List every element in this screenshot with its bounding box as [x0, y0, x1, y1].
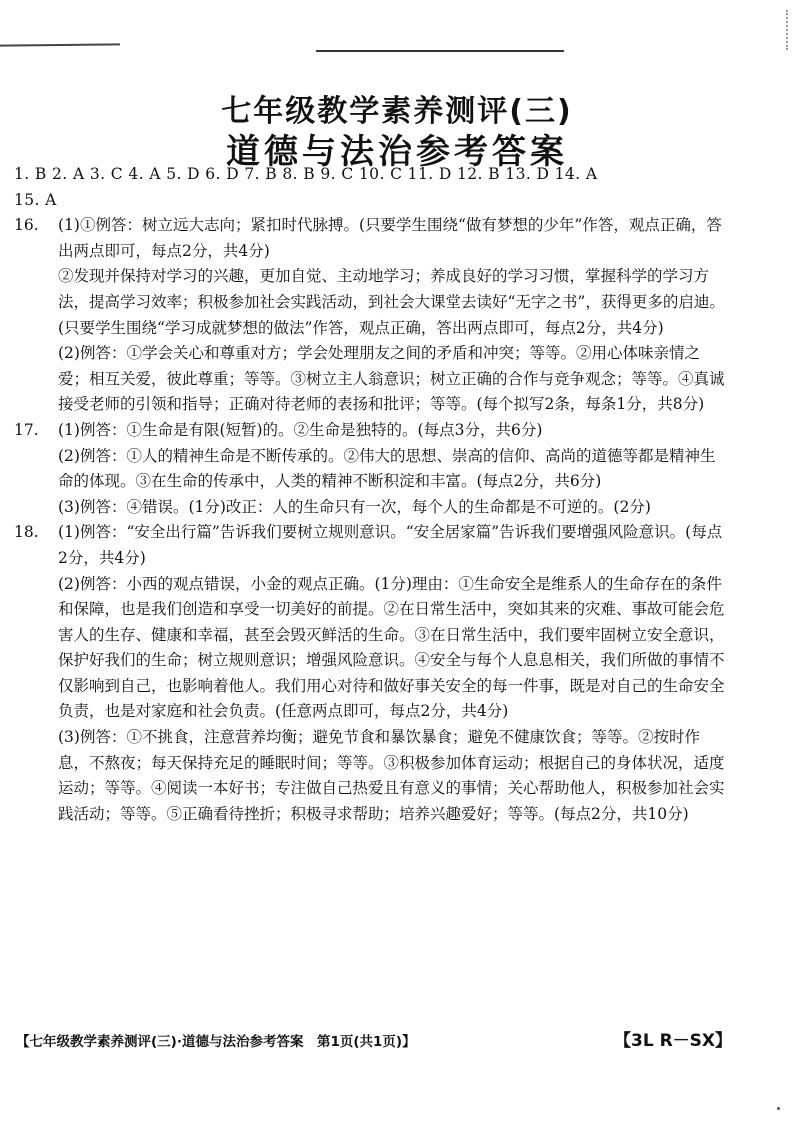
q17-part1-text: (1)例答：①生命是有限(短暂)的。②生命是独特的。(每点3分，共6分) — [58, 420, 543, 439]
q18-number: 18. — [14, 523, 39, 542]
scan-border-line-right — [316, 50, 564, 52]
document-title: 七年级教学素养测评(三) — [221, 94, 573, 129]
document-subtitle: 道德与法治参考答案 — [226, 132, 568, 172]
q18-part1 — [14, 520, 730, 571]
q16-number: 16. — [14, 216, 39, 235]
q16-part2: (2)例答：①学会关心和尊重对方；学会处理朋友之间的矛盾和冲突；等等。②用心体味亲情之爱；相互关爱，彼此尊重；等等。③树立主人翁意识；树立正确的合作与竞争观念；等等。④真诚接受老师的引领和指导；正确对待老师的表扬和批评；等等。(每个拟写2条，每条1分，共8分) — [58, 344, 725, 414]
mc-answers-line-1: 1. B 2. A 3. C 4. A 5. D 6. D 7. B 8. B 9. C 10. C 11. D 12. B 13. D 14. A — [14, 165, 598, 183]
footer-code: 【3L R－SX】 — [614, 1031, 733, 1051]
mc-answers-line-2: 15. A — [14, 190, 57, 209]
q18-part2: (2)例答：小西的观点错误，小金的观点正确。(1分)理由：①生命安全是维系人的生命存在的条件和保障，也是我们创造和享受一切美好的前提。②在日常生活中，突如其来的灾难、事故可能会危害人的生存、健康和幸福，甚至会毁灭鲜活的生命。③在日常生活中，我们要牢固树立安全意识，保护好我们的生命；树立规则意识；增强风险意识。④安全与每个人息息相关，我们所做的事情不仅影响到自己，也影响着他人。我们用心对待和做好事关安全的每一件事，既是对自己的生命安全负责，也是对家庭和社会负责。(任意两点即可，每点2分，共4分) — [58, 574, 725, 721]
q17-part3: (3)例答：④错误。(1分)改正：人的生命只有一次，每个人的生命都是不可逆的。(2分) — [58, 497, 651, 516]
q18-part3: (3)例答：①不挑食，注意营养均衡；避免节食和暴饮暴食；避免不健康饮食；等等。②按时作息，不熬夜；每天保持充足的睡眠时间；等等。③积极参加体育运动；根据自己的身体状况，适度运动；等等。④阅读一本好书；专注做自己热爱且有意义的事情；关心帮助他人，积极参加社会实践活动；等等。⑤正确看待挫折；积极寻求帮助；培养兴趣爱好；等等。(每点2分，共10分) — [58, 728, 725, 823]
q17-number: 17. — [14, 420, 39, 439]
q18-part1-text: (1)例答：“安全出行篇”告诉我们要树立规则意识。“安全居家篇”告诉我们要增强风险意识。(每点2分，共4分) — [58, 523, 723, 567]
footer-document-info: 【七年级教学素养测评(三)·道德与法治参考答案 第1页(共1页)】 — [16, 1034, 416, 1050]
q17-part1 — [14, 418, 730, 444]
q17-part2: (2)例答：①人的精神生命是不断传承的。②伟大的思想、崇高的信仰、高尚的道德等都是精神生命的体现。③在生命的传承中，人类的精神不断积淀和丰富。(每点2分，共6分) — [58, 446, 716, 491]
answer-content — [14, 162, 730, 827]
scan-edge-marks — [782, 10, 788, 50]
scan-speck — [777, 1107, 780, 1110]
scan-border-line-left — [0, 43, 120, 46]
q16-part1-b: ②发现并保持对学习的兴趣，更加自觉、主动地学习；养成良好的学习习惯，掌握科学的学习方法，提高学习效率；积极参加社会实践活动，到社会大课堂去读好“无字之书”，获得更多的启迪。(只要学生围绕“学习成就梦想的做法”作答，观点正确，答出两点即可，每点2分，共4分) — [58, 267, 725, 337]
q16-part1-text: (1)①例答：树立远大志向；紧扣时代脉搏。(只要学生围绕“做有梦想的少年”作答，观点正确，答出两点即可，每点2分，共4分) — [58, 216, 722, 260]
q16-part1 — [14, 213, 730, 264]
